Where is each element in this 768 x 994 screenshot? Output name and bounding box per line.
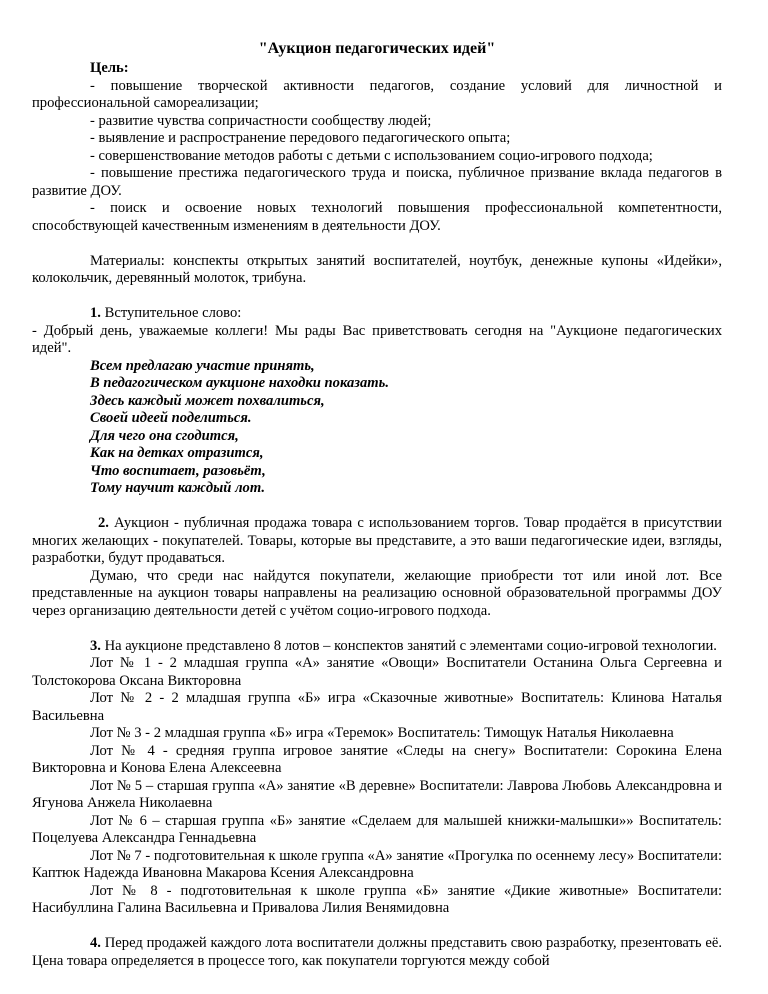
poem-line: Как на детках отразится, — [90, 445, 264, 461]
poem-line: Здесь каждый может похвалиться, — [90, 392, 325, 409]
document-page — [32, 40, 722, 970]
goal-item: - развитие чувства сопричастности сообществу людей; — [90, 112, 432, 129]
goal-item: - повышение творческой активности педагогов, создание условий для личностной и профессиональной самореализации; — [32, 77, 722, 111]
poem — [32, 358, 722, 498]
lot-item: Лот № 1 - 2 младшая группа «А» занятие «Овощи» Воспитатели Останина Ольга Сергеевна и Толстокорова Оксана Викторовна — [32, 655, 722, 689]
lot-item: Лот № 3 - 2 младшая группа «Б» игра «Теремок» Воспитатель: Тимощук Наталья Николаевна — [90, 725, 674, 741]
lot-item: Лот № 8 - подготовительная к школе группа «Б» занятие «Дикие животные» Воспитатели: Насибуллина Галина Васильевна и Привалова Лилия Венямидовна — [32, 882, 722, 916]
lot-item: Лот № 7 - подготовительная к школе группа «А» занятие «Прогулка по осеннему лесу» Воспитатели: Каптюк Надежда Ивановна Макарова Ксения Александровна — [32, 847, 722, 881]
poem-line: Своей идеей поделиться. — [90, 410, 252, 426]
materials-paragraph: Материалы: конспекты открытых занятий воспитателей, ноутбук, денежные купоны «Идейки», колокольчик, деревянный молоток, трибуна. — [32, 252, 722, 286]
section-4-text: Перед продажей каждого лота воспитатели должны представить свою разработку, презентовать её. Цена товара определяется в процессе того, как покупатели торгуются между собой — [32, 935, 722, 969]
poem-line: В педагогическом аукционе находки показать. — [90, 375, 389, 391]
poem-line: Что воспитает, разовьёт, — [90, 462, 266, 479]
section-2-text: Аукцион - публичная продажа товара с использованием торгов. Товар продаётся в присутствии многих желающих - покупателей. Товары, которые вы представите, а это ваши педагогические идеи, взгляды, разработки, будут продаваться. — [32, 515, 722, 566]
goal-item: - повышение престижа педагогического труда и поиска, публичное призвание вклада педагогов в развитие ДОУ. — [32, 165, 722, 199]
goal-label: Цель: — [90, 60, 129, 76]
section-2-paragraph-2: Думаю, что среди нас найдутся покупатели, желающие приобрести тот или иной лот. Все представленные на аукцион товары направлены на реализацию основной образовательной программы ДОУ через организацию деятельности детей с учётом социо-игрового подхода. — [32, 567, 722, 619]
goal-item: - поиск и освоение новых технологий повышения профессиональной компетентности, способствующей качественным изменениям в деятельности ДОУ. — [32, 200, 722, 234]
lot-item: Лот № 5 – старшая группа «А» занятие «В деревне» Воспитатели: Лаврова Любовь Александровна и Ягунова Анжела Николаевна — [32, 777, 722, 811]
poem-line: Для чего она сгодится, — [90, 427, 239, 444]
page-title: "Аукцион педагогических идей" — [258, 40, 496, 57]
poem-line: Тому научит каждый лот. — [90, 480, 266, 496]
section-number: 2. — [98, 515, 109, 531]
section-2-paragraph — [32, 515, 722, 568]
section-number: 1. — [90, 305, 101, 321]
section-1-heading — [32, 305, 722, 323]
section-3-text: На аукционе представлено 8 лотов – конспектов занятий с элементами социо-игровой технологии. — [100, 637, 717, 654]
goal-item: - совершенствование методов работы с детьми с использованием социо-игрового подхода; — [90, 147, 653, 164]
section-heading-text: Вступительное слово: — [100, 305, 242, 321]
section-1-text: - Добрый день, уважаемые коллеги! Мы рады Вас приветствовать сегодня на "Аукционе педагогических идей". — [32, 322, 722, 356]
poem-line: Всем предлагаю участие принять, — [90, 357, 315, 374]
section-number: 3. — [90, 637, 101, 654]
section-4-paragraph — [32, 935, 722, 970]
goal-item: - выявление и распространение передового педагогического опыта; — [90, 130, 511, 146]
lot-item: Лот № 6 – старшая группа «Б» занятие «Сделаем для малышей книжки-малышки»» Воспитатель: Поцелуева Александра Геннадьевна — [32, 812, 722, 846]
lot-item: Лот № 4 - средняя группа игровое занятие «Следы на снегу» Воспитатели: Сорокина Елена Викторовна и Конова Елена Алексеевна — [32, 742, 722, 776]
lot-item: Лот № 2 - 2 младшая группа «Б» игра «Сказочные животные» Воспитатель: Клинова Наталья Васильевна — [32, 690, 722, 724]
section-3-paragraph — [32, 638, 722, 656]
section-number: 4. — [90, 935, 101, 951]
